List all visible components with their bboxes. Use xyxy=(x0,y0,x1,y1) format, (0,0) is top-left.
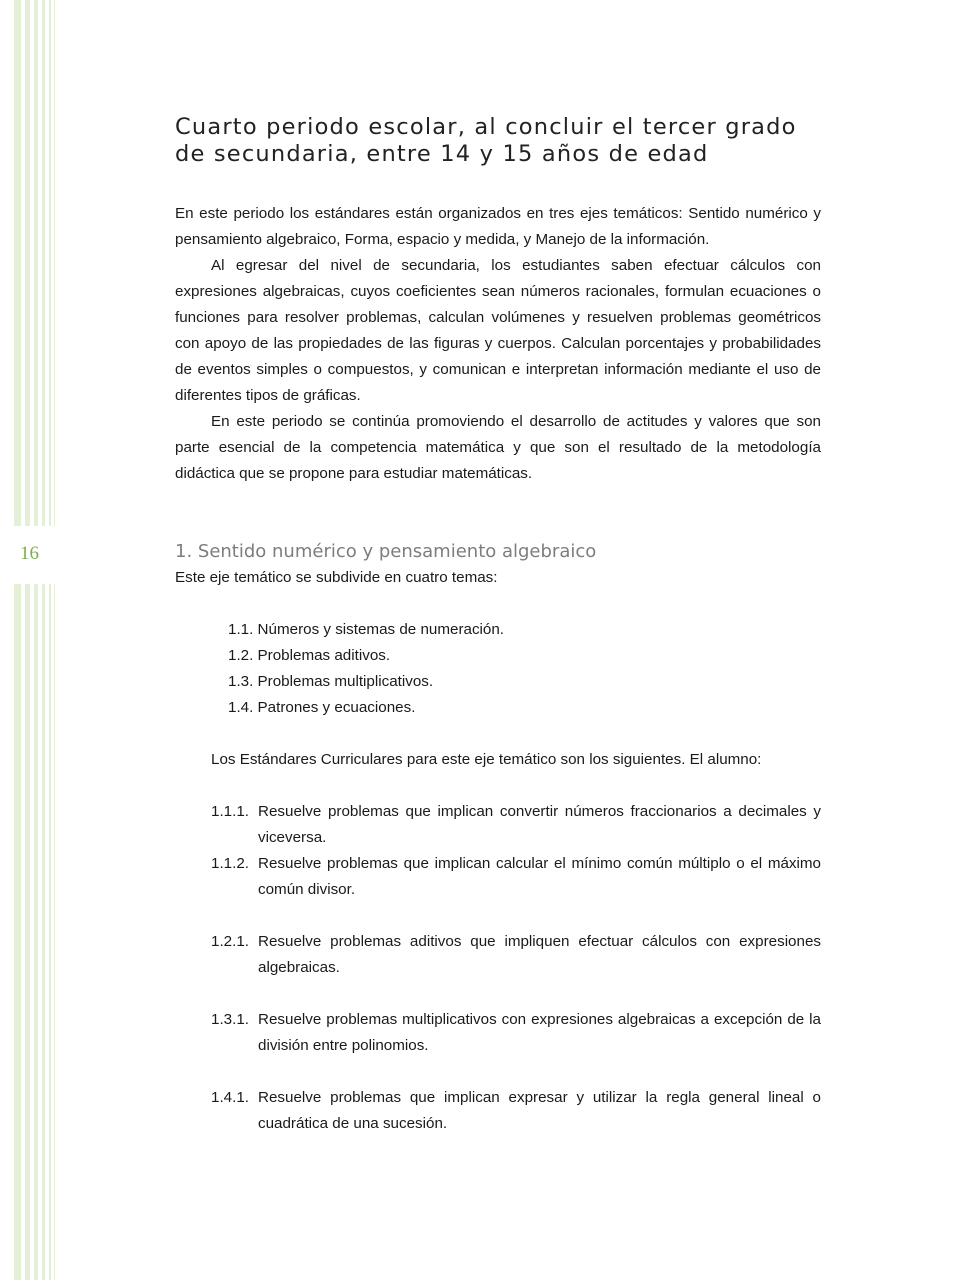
margin-stripe xyxy=(49,0,51,1280)
page-number: 16 xyxy=(20,543,39,564)
standard-number: 1.3.1. xyxy=(211,1011,249,1028)
section-heading: 1. Sentido numérico y pensamiento algebraico xyxy=(175,541,597,562)
standard-text: Resuelve problemas multiplicativos con expresiones algebraicas a excepción de la división entre polinomios. xyxy=(258,1011,821,1054)
standard-text: Resuelve problemas que implican convertir números fraccionarios a decimales y viceversa. xyxy=(258,803,821,846)
standards-intro: Los Estándares Curriculares para este eje temático son los siguientes. El alumno: xyxy=(211,751,762,768)
standard-group xyxy=(175,1007,821,1059)
standard-number: 1.4.1. xyxy=(211,1089,249,1106)
standard-item xyxy=(175,929,821,981)
topic-item: 1.2. Problemas aditivos. xyxy=(228,647,391,664)
standards-list xyxy=(175,799,821,1137)
topic-item: 1.1. Números y sistemas de numeración. xyxy=(228,621,505,638)
topics-list xyxy=(228,617,821,721)
standard-number: 1.1.2. xyxy=(211,855,249,872)
page-title: Cuarto periodo escolar, al concluir el tercer grado de secundaria, entre 14 y 15 años de edad xyxy=(175,114,797,167)
standard-item xyxy=(175,799,821,851)
standard-text: Resuelve problemas aditivos que impliquen efectuar cálculos con expresiones algebraicas. xyxy=(258,933,821,976)
margin-stripe xyxy=(42,0,45,1280)
standard-number: 1.2.1. xyxy=(211,933,249,950)
standard-group xyxy=(175,929,821,981)
standard-group xyxy=(175,799,821,903)
intro-section xyxy=(175,201,821,487)
page-content xyxy=(175,114,821,1163)
topic-item: 1.4. Patrones y ecuaciones. xyxy=(228,699,416,716)
section-subheading: Este eje temático se subdivide en cuatro temas: xyxy=(175,569,498,586)
standard-text: Resuelve problemas que implican calcular el mínimo común múltiplo o el máximo común divisor. xyxy=(258,855,821,898)
intro-paragraph: En este periodo los estándares están organizados en tres ejes temáticos: Sentido numérico y pensamiento algebraico, Forma, espacio y medida, y Manejo de la información. xyxy=(175,205,821,248)
margin-stripe xyxy=(34,0,38,1280)
standard-item xyxy=(175,851,821,903)
intro-paragraph: Al egresar del nivel de secundaria, los estudiantes saben efectuar cálculos con expresiones algebraicas, cuyos coeficientes sean números racionales, formulan ecuaciones o funciones para resolver problemas, calculan volúmenes y resuelven problemas geométricos con apoyo de las propiedades de las figuras y cuerpos. Calculan porcentajes y probabilidades de eventos simples o compuestos, y comunican e interpretan información mediante el uso de diferentes tipos de gráficas. xyxy=(175,257,821,404)
standard-item xyxy=(175,1085,821,1137)
margin-stripe xyxy=(25,0,30,1280)
margin-stripe xyxy=(54,0,55,1280)
standard-group xyxy=(175,1085,821,1137)
standard-item xyxy=(175,1007,821,1059)
intro-paragraph: En este periodo se continúa promoviendo el desarrollo de actitudes y valores que son parte esencial de la competencia matemática y que son el resultado de la metodología didáctica que se propone para estudiar matemáticas. xyxy=(175,413,821,482)
standard-text: Resuelve problemas que implican expresar y utilizar la regla general lineal o cuadrática de una sucesión. xyxy=(258,1089,821,1132)
standard-number: 1.1.1. xyxy=(211,803,249,820)
margin-stripes xyxy=(0,0,60,1280)
margin-stripe xyxy=(14,0,21,1280)
topic-item: 1.3. Problemas multiplicativos. xyxy=(228,673,434,690)
